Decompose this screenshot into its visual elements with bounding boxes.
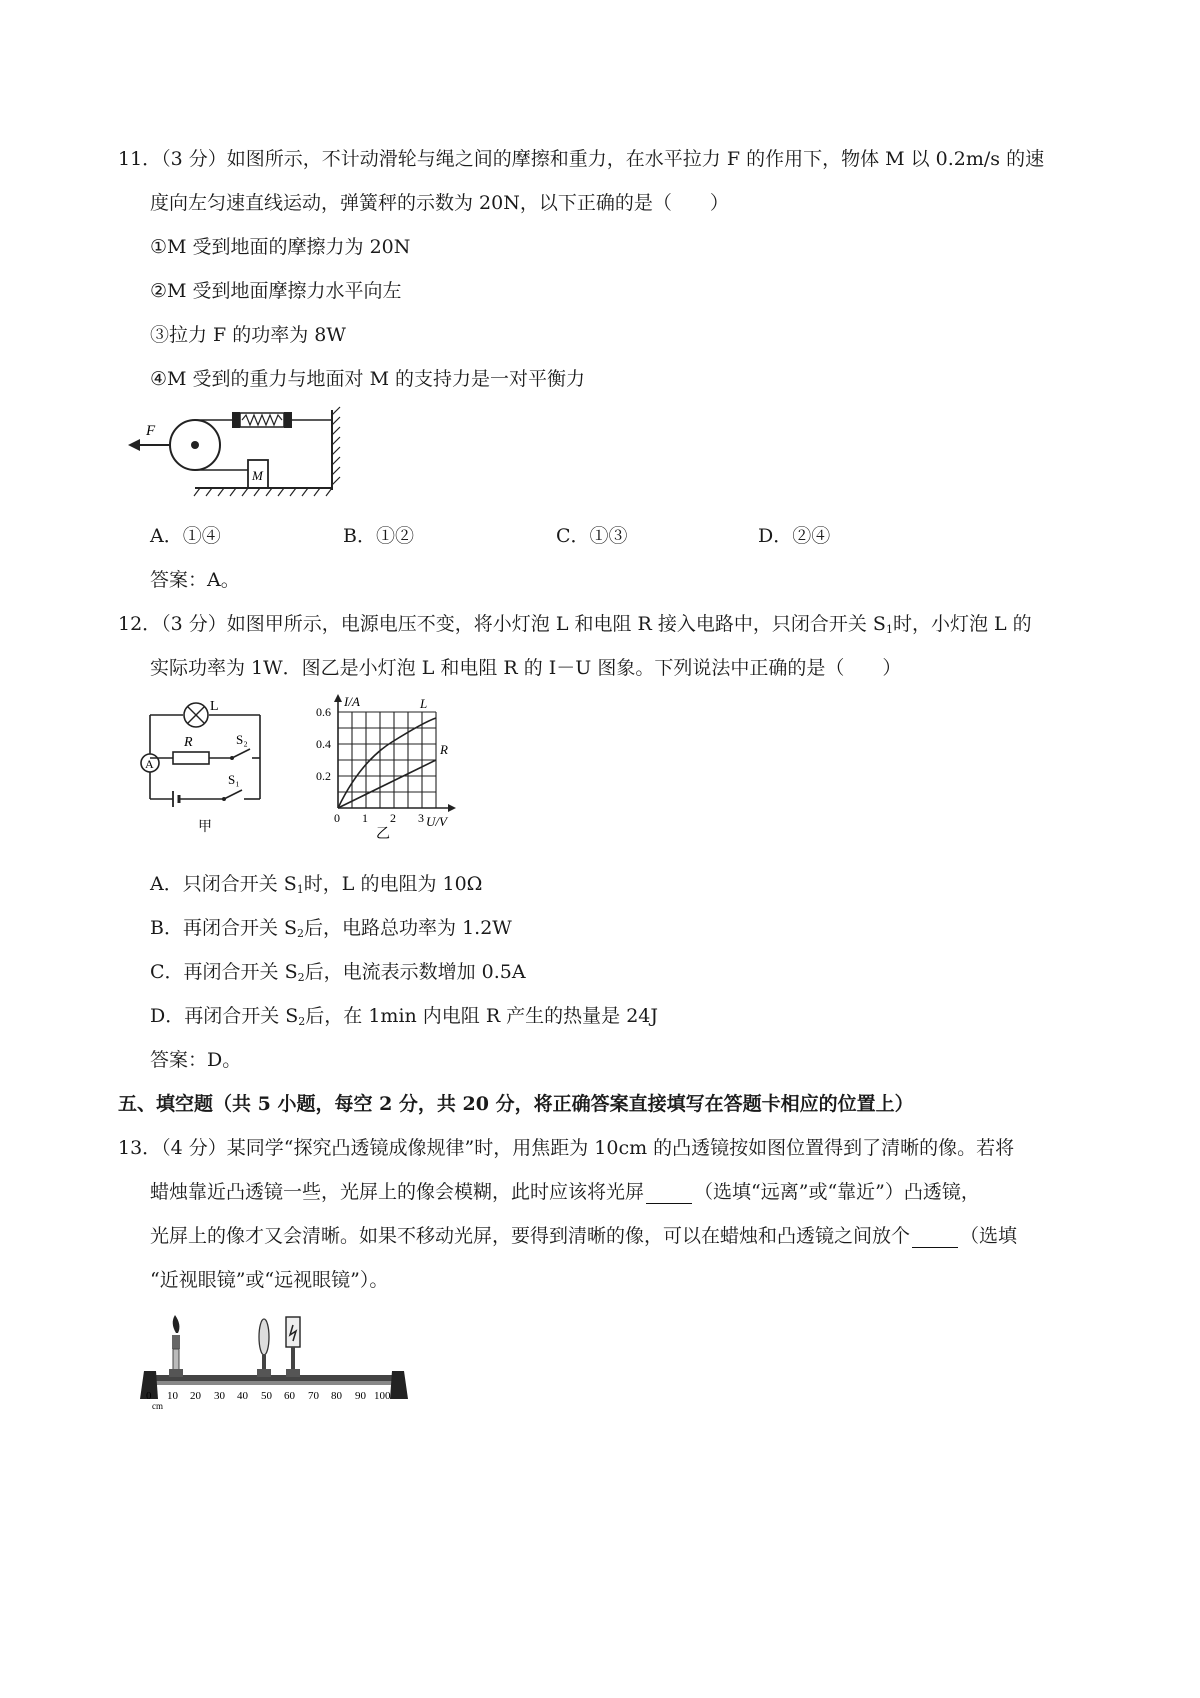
q11-option-a[interactable]: A．①④	[150, 525, 221, 547]
tick-70: 70	[308, 1390, 319, 1402]
q12-option-a-pre: A．只闭合开关 S	[150, 873, 297, 895]
pulley-figure	[120, 405, 370, 505]
q12-option-d[interactable]	[150, 1004, 658, 1034]
q11-statement-2: ②M 受到地面摩擦力水平向左	[150, 280, 402, 302]
x-tick-1: 1	[362, 811, 368, 825]
tick-50: 50	[261, 1390, 272, 1402]
q12-option-d-post: 后，在 1min 内电阻 R 产生的热量是 24J	[305, 1005, 659, 1027]
y-axis-label: I/A	[344, 694, 360, 709]
q12-option-c[interactable]	[150, 960, 526, 990]
s2-label: S₂	[236, 732, 248, 747]
q12-option-a-post: 时，L 的电阻为 10Ω	[303, 873, 483, 895]
tick-30: 30	[214, 1390, 225, 1402]
tick-80: 80	[331, 1390, 342, 1402]
circuit-caption: 甲	[198, 820, 212, 835]
q11-option-d[interactable]: D．②④	[758, 525, 831, 547]
q13-line3	[150, 1224, 1017, 1248]
line-r-label: R	[440, 742, 448, 757]
q12-stem-line1	[118, 612, 1032, 642]
x-tick-3: 3	[418, 811, 424, 825]
q12-option-c-pre: C．再闭合开关 S	[150, 961, 298, 983]
section5-heading: 五、填空题（共 5 小题，每空 2 分，共 20 分，将正确答案直接填写在答题卡相应的位置上）	[118, 1093, 914, 1115]
q12-option-b-sub: 2	[297, 927, 305, 940]
block-label: M	[252, 468, 263, 483]
q11-stem-line1: 11．（3 分）如图所示，不计动滑轮与绳之间的摩擦和重力，在水平拉力 F 的作用下，物体 M 以 0.2m/s 的速	[118, 148, 1045, 170]
tick-0: 0	[146, 1390, 152, 1402]
q11-stem-line2: 度向左匀速直线运动，弹簧秤的示数为 20N，以下正确的是（ ）	[150, 192, 729, 214]
curve-l	[338, 718, 436, 808]
tick-100: 100	[374, 1390, 391, 1402]
q13-line1: 13．（4 分）某同学“探究凸透镜成像规律”时，用焦距为 10cm 的凸透镜按如图位置得到了清晰的像。若将	[118, 1137, 1015, 1159]
q12-option-a[interactable]	[150, 872, 482, 902]
y-tick-0.6: 0.6	[316, 705, 331, 719]
q11-answer: 答案：A。	[150, 569, 240, 591]
ammeter-label: A	[145, 757, 154, 771]
tick-20: 20	[190, 1390, 201, 1402]
q11-statement-4: ④M 受到的重力与地面对 M 的支持力是一对平衡力	[150, 368, 586, 390]
q11-statement-3: ③拉力 F 的功率为 8W	[150, 324, 346, 346]
x-tick-0: 0	[334, 811, 340, 825]
bench-unit: cm	[152, 1401, 163, 1411]
q13-line2-post: （选填“远离”或“靠近”）凸透镜，	[694, 1181, 980, 1203]
x-tick-2: 2	[390, 811, 396, 825]
iu-graph	[300, 692, 470, 840]
q12-answer: 答案：D。	[150, 1049, 242, 1071]
y-tick-0.4: 0.4	[316, 737, 331, 751]
tick-60: 60	[284, 1390, 295, 1402]
optical-bench-figure	[140, 1315, 410, 1415]
q13-line4: “近视眼镜”或“远视眼镜”）。	[150, 1269, 389, 1291]
q12-option-b-pre: B．再闭合开关 S	[150, 917, 298, 939]
q13-blank-2[interactable]	[912, 1229, 958, 1248]
q12-option-d-pre: D．再闭合开关 S	[150, 1005, 299, 1027]
q12-option-b-post: 后，电路总功率为 1.2W	[304, 917, 512, 939]
q12-stem-line2: 实际功率为 1W．图乙是小灯泡 L 和电阻 R 的 I－U 图象。下列说法中正确的是（ ）	[150, 657, 902, 679]
q12-option-c-sub: 2	[297, 971, 305, 984]
circuit-diagram	[128, 696, 283, 836]
graph-caption: 乙	[376, 827, 390, 840]
lamp-label: L	[210, 699, 219, 714]
q12-option-b[interactable]	[150, 916, 512, 946]
s1-label: S₁	[228, 772, 240, 787]
y-tick-0.2: 0.2	[316, 769, 331, 783]
q12-option-c-post: 后，电流表示数增加 0.5A	[304, 961, 526, 983]
line-r	[338, 760, 436, 808]
q12-option-a-sub: 1	[296, 883, 304, 896]
q11-statement-1: ①M 受到地面的摩擦力为 20N	[150, 236, 411, 258]
q13-line2-pre: 蜡烛靠近凸透镜一些，光屏上的像会模糊，此时应该将光屏	[150, 1181, 645, 1203]
q13-line2	[150, 1180, 980, 1204]
curve-l-label: L	[420, 696, 428, 711]
q12-option-d-sub: 2	[298, 1015, 306, 1028]
q11-option-c[interactable]: C．①③	[556, 525, 628, 547]
q13-line3-pre: 光屏上的像才又会清晰。如果不移动光屏，要得到清晰的像，可以在蜡烛和凸透镜之间放个	[150, 1225, 911, 1247]
q12-stem-sub: 1	[885, 623, 893, 636]
graph-grid	[338, 712, 436, 808]
force-label: F	[146, 423, 156, 439]
x-axis-label: U/V	[426, 814, 447, 829]
tick-90: 90	[355, 1390, 366, 1402]
q13-blank-1[interactable]	[646, 1185, 692, 1204]
q13-line3-post: （选填	[960, 1225, 1018, 1247]
q12-stem-line1-tail: 时，小灯泡 L 的	[892, 613, 1032, 635]
tick-10: 10	[167, 1390, 178, 1402]
resistor-label: R	[184, 735, 193, 750]
q12-stem-line1-text: 12．（3 分）如图甲所示，电源电压不变，将小灯泡 L 和电阻 R 接入电路中，只闭合开关 S	[118, 613, 886, 635]
tick-40: 40	[237, 1390, 248, 1402]
q11-option-b[interactable]: B．①②	[343, 525, 414, 547]
